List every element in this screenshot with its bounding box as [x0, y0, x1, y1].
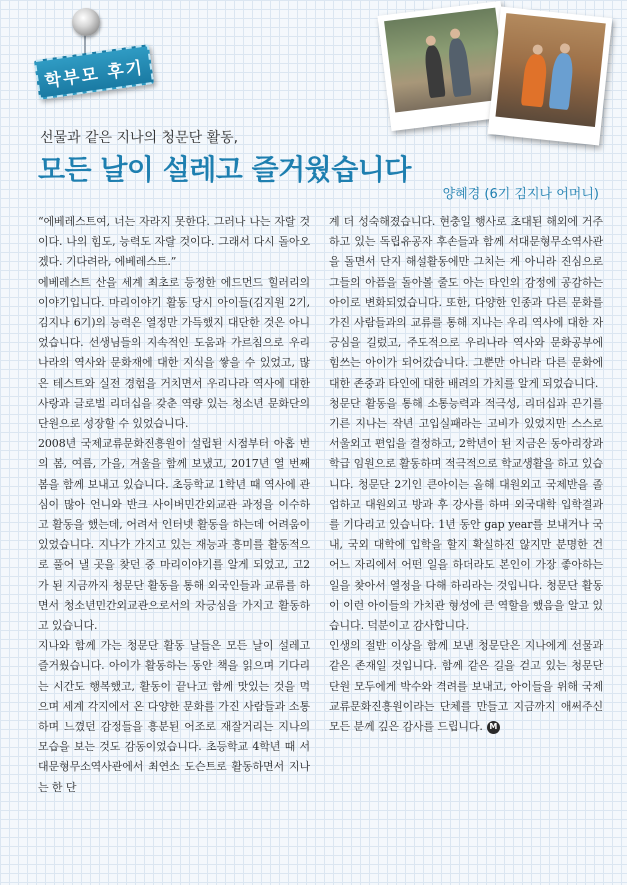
person-head — [425, 35, 436, 46]
article-column-right — [329, 212, 603, 737]
section-tag-label: 학부모 후기 — [43, 57, 146, 92]
paragraph: 2008년 국제교류문화진흥원이 설립된 시점부터 아홉 번의 봄, 여름, 가을, 겨울을 함께 보냈고, 2017년 열 번째 봄을 함께 보내고 있습니다. 초등학교 1학년 때 역사에 관심이 많아 언니와 반크 사이버민간외교관 과정을 이수하고 활동을 했는데, 어려서 인터넷 활동을 하는데 어려움이 있었습니다. 지나가 가지고 있는 재능과 흥미를 활동적으로 풀어 낼 곳을 찾던 중 마리이야기를 알게 되었고, 고2가 된 지금까지 청문단 활동을 통해 외국인들과 교류를 하면서 청소년민간외교관으로서의 자긍심을 가지고 활동하고 있습니다. — [38, 437, 310, 633]
section-tag — [34, 44, 154, 100]
article-title: 모든 날이 설레고 즐거웠습니다 — [38, 153, 411, 186]
end-mark-icon: M — [487, 721, 500, 734]
paragraph: 지나와 함께 가는 청문단 활동 날들은 모든 날이 설레고 즐거웠습니다. 아이가 활동하는 동안 책을 읽으며 기다리는 시간도 행복했고, 활동이 끝나고 함께 맛있는 것을 먹으며 세계 각지에서 온 다양한 문화를 가진 사람들과 소통하며 느꼈던 감정들을 흥분된 어조로 재잘거리는 지나의 모습을 보는 것도 감동이었습니다. 초등학교 4학년 때 서대문형무소역사관에서 최연소 도슨트로 활동하면서 지나는 한 단 — [38, 639, 310, 794]
paragraph: 에베레스트 산을 세계 최초로 등정한 에드먼드 힐러리의 이야기입니다. 마리이야기 활동 당시 아이들(김지원 2기, 김지나 6기)의 능력은 열정만 가득했지 대단한 것은 아니었습니다. 선생님들의 지속적인 도움과 가르침으로 우리나라의 역사와 문화재에 대한 지식을 쌓을 수 있었고, 많은 테스트와 실전 경험을 거치면서 우리나라 역사에 대한 사랑과 글로벌 리더십을 갖춘 역량 있는 청소년 문화단의 단원으로 성장할 수 있었습니다. — [38, 275, 310, 431]
photo-couple-image — [384, 8, 506, 113]
photo-girls-image — [495, 13, 605, 127]
paragraph-final-text: 인생의 절반 이상을 함께 보낸 청문단은 지나에게 선물과 같은 존재일 것입니다. 함께 같은 길을 걷고 있는 청문단 단원 모두에게 박수와 격려를 보내고, 아이들을 위해 국제교류문화진흥원이라는 단체를 만들고 지금까지 애써주신 모든 분께 깊은 감사를 드립니다. — [329, 639, 603, 734]
person-figure — [521, 53, 548, 107]
person-figure — [423, 45, 445, 99]
photo-girls — [488, 6, 613, 145]
article-subtitle: 선물과 같은 지나의 청문단 활동, — [40, 130, 239, 146]
person-head — [450, 28, 461, 39]
paragraph-final — [329, 636, 603, 737]
person-figure — [549, 52, 575, 110]
person-figure — [447, 38, 472, 98]
paragraph: “에베레스트여, 너는 자라지 못한다. 그러나 나는 자랄 것이다. 나의 힘도, 능력도 자랄 것이다. 그래서 다시 돌아오겠다. 기다려라, 에베레스트.” — [38, 215, 310, 269]
paragraph: 계 더 성숙해졌습니다. 현충일 행사로 초대된 해외에 거주하고 있는 독립유공자 후손들과 함께 서대문형무소역사관을 돌면서 단지 해설활동에만 그치는 게 아니라 진심으로 그들의 아픔을 돌아볼 줄도 아는 타인의 감정에 공감하는 아이로 변화되었습니다. 또한, 다양한 인종과 다른 문화를 가진 사람들과의 교류를 통해 지나는 우리 역사에 대한 자긍심을 길렀고, 주도적으로 우리나라 역사와 문화공부에 힘쓰는 아이가 되어갔습니다. 그뿐만 아니라 다른 문화에 대한 존중과 타인에 대한 배려의 가치를 알게 되었습니다. — [329, 215, 603, 390]
pushpin-icon — [72, 8, 100, 36]
article-author: 양혜경 (6기 김지나 어머니) — [442, 187, 599, 202]
article-column-left — [38, 212, 310, 798]
paragraph: 청문단 활동을 통해 소통능력과 적극성, 리더십과 끈기를 기른 지나는 작년 고입실패라는 고비가 있었지만 스스로 서울외고 편입을 결정하고, 2학년이 된 지금은 동아리장과 학급 임원으로 활동하며 적극적으로 학교생활을 하고 있습니다. 청문단 2기인 큰아이는 올해 대원외고 국제반을 졸업하고 대원외고 방과 후 강사를 하며 외국대학 입학결과를 기다리고 있습니다. 1년 동안 gap year를 보내거나 국내, 국외 대학에 입학을 할지 확실하진 않지만 분명한 건 어느 자리에서 어떤 일을 하더라도 본인이 가장 좋아하는 일을 찾아서 열정을 다해 하리라는 것입니다. 청문단 활동이 이런 아이들의 가치관 형성에 큰 역할을 했음을 알고 있습니다. 덕분이고 감사합니다. — [329, 396, 603, 633]
